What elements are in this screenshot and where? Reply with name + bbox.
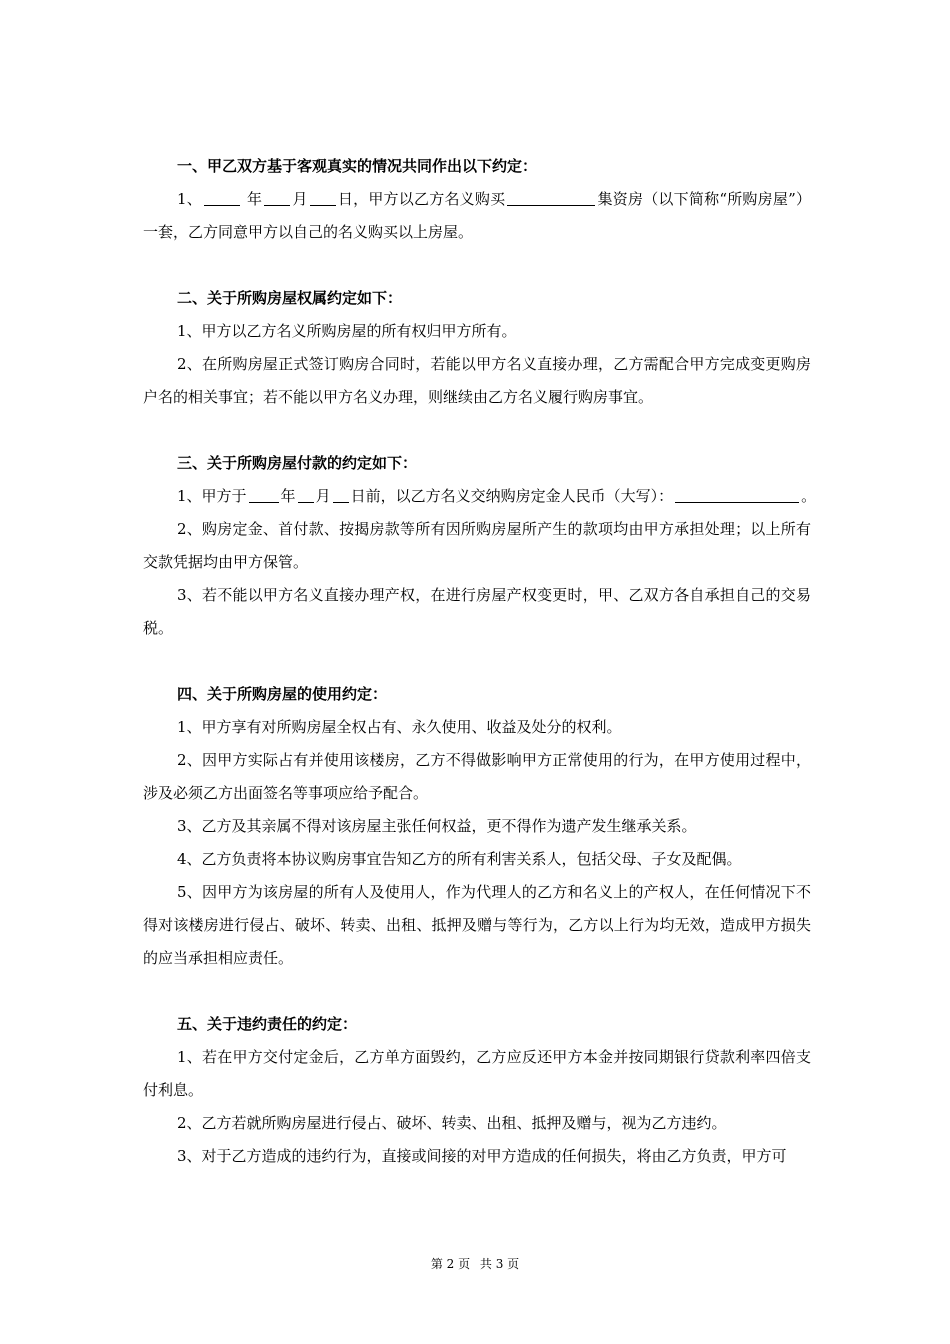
blank-property-name[interactable] [507,190,595,206]
blank-month[interactable] [298,487,314,503]
section-4-item-3: 3、乙方及其亲属不得对该房屋主张任何权益，更不得作为遗产发生继承关系。 [177,817,697,835]
section-2-item-2: 2、在所购房屋正式签订购房合同时，若能以甲方名义直接办理，乙方需配合甲方完成变更购房户名的相关事宜；若不能以甲方名义办理，则继续由乙方名义履行购房事宜。 [143,355,811,406]
blank-day[interactable] [310,190,336,206]
section-4-item-4: 4、乙方负责将本协议购房事宜告知乙方的所有利害关系人，包括父母、子女及配偶。 [177,850,742,868]
section-3-item-1: 1、甲方于 年 月 日前，以乙方名义交纳购房定金人民币（大写）： 。 [177,487,817,505]
section-5-heading: 五、关于违约责任的约定： [177,1015,358,1033]
section-2-heading: 二、关于所购房屋权属约定如下： [177,289,403,307]
document-body [143,150,817,1173]
section-3-item-3: 3、若不能以甲方名义直接办理产权，在进行房屋产权变更时，甲、乙双方各自承担自己的交易税。 [143,586,811,637]
section-5-item-3: 3、对于乙方造成的违约行为，直接或间接的对甲方造成的任何损失，将由乙方负责，甲方可 [177,1147,787,1165]
section-4-item-5: 5、因甲方为该房屋的所有人及使用人，作为代理人的乙方和名义上的产权人，在任何情况下不得对该楼房进行侵占、破坏、转卖、出租、抵押及赠与等行为，乙方以上行为均无效，造成甲方损失的应当承担相应责任。 [143,883,811,967]
section-4-item-2: 2、因甲方实际占有并使用该楼房，乙方不得做影响甲方正常使用的行为，在甲方使用过程中，涉及必须乙方出面签名等事项应给予配合。 [143,751,811,802]
blank-year[interactable] [249,487,279,503]
blank-month[interactable] [264,190,290,206]
section-3-heading: 三、关于所购房屋付款的约定如下： [177,454,418,472]
section-3-item-2: 2、购房定金、首付款、按揭房款等所有因所购房屋所产生的款项均由甲方承担处理；以上所有交款凭据均由甲方保管。 [143,520,811,571]
section-4-heading: 四、关于所购房屋的使用约定： [177,685,388,703]
section-2-item-1: 1、甲方以乙方名义所购房屋的所有权归甲方所有。 [177,322,517,340]
section-4-item-1: 1、甲方享有对所购房屋全权占有、永久使用、收益及处分的权利。 [177,718,622,736]
page-footer [0,1256,950,1272]
page-total: 共 3 页 [479,1257,520,1271]
blank-deposit-amount[interactable] [675,487,799,503]
section-1-heading: 一、甲乙双方基于客观真实的情况共同作出以下约定： [177,157,538,175]
section-1-item-1: 1、 年 月 日，甲方以乙方名义购买 集资房（以下简称“所购房屋”）一套，乙方同意甲方以自己的名义购买以上房屋。 [143,190,811,241]
page-number: 第 2 页 [430,1257,471,1271]
blank-day[interactable] [333,487,349,503]
section-5-item-1: 1、若在甲方交付定金后，乙方单方面毁约，乙方应反还甲方本金并按同期银行贷款利率四倍支付利息。 [143,1048,811,1099]
section-5-item-2: 2、乙方若就所购房屋进行侵占、破坏、转卖、出租、抵押及赠与，视为乙方违约。 [177,1114,727,1132]
blank-year[interactable] [204,190,240,206]
